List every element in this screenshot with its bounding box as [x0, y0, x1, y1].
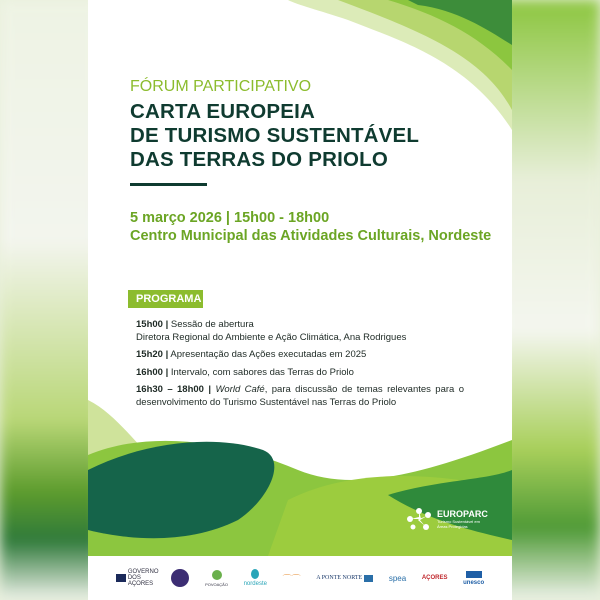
title-line-1: CARTA EUROPEIA	[130, 100, 316, 123]
europarc-star-icon	[406, 508, 432, 530]
event-date-time: 5 março 2026 | 15h00 - 18h00	[130, 210, 330, 226]
title-divider	[130, 183, 207, 186]
logo-nordeste: nordeste	[244, 569, 267, 587]
title-line-2: DE TURISMO SUSTENTÁVEL	[130, 124, 420, 147]
event-poster	[88, 0, 512, 600]
program-label: PROGRAMA	[128, 290, 203, 308]
europarc-logo: EUROPARC Turismo Sustentável em Áreas Protegidas	[406, 508, 488, 530]
logo-povoacao: POVOAÇÃO	[205, 570, 228, 587]
partner-logos	[88, 556, 512, 600]
background-right	[500, 0, 600, 600]
logo-acores-geopark: AÇORES	[421, 575, 448, 581]
logo-a-ponte-norte: A PONTE NORTE	[316, 575, 373, 582]
program-item: 16h00 | Intervalo, com sabores das Terras do Priolo	[136, 366, 354, 378]
background-left	[0, 0, 100, 600]
program-item: 15h20 | Apresentação das Ações executadas em 2025	[136, 349, 367, 360]
program-list	[136, 319, 464, 414]
program-item: 15h00 | Sessão de abertura Diretora Regional do Ambiente e Ação Climática, Ana Rodrigues	[136, 319, 407, 343]
program-item: 16h30 – 18h00 | World Café, para discussão de temas relevantes para o desenvolvimento do Turismo Sustentável nas Terras do Priolo	[136, 384, 464, 408]
logo-seal	[171, 569, 189, 587]
logo-spea: spea	[388, 573, 407, 583]
logo-amit: ⌒⌒	[282, 573, 301, 584]
title-line-3: DAS TERRAS DO PRIOLO	[130, 148, 388, 171]
logo-unesco: unesco	[463, 571, 484, 586]
logo-governo-acores: GOVERNO DOS AÇORES	[116, 569, 156, 587]
event-subtitle: FÓRUM PARTICIPATIVO	[130, 78, 312, 95]
event-venue: Centro Municipal das Atividades Culturais, Nordeste	[130, 228, 492, 244]
